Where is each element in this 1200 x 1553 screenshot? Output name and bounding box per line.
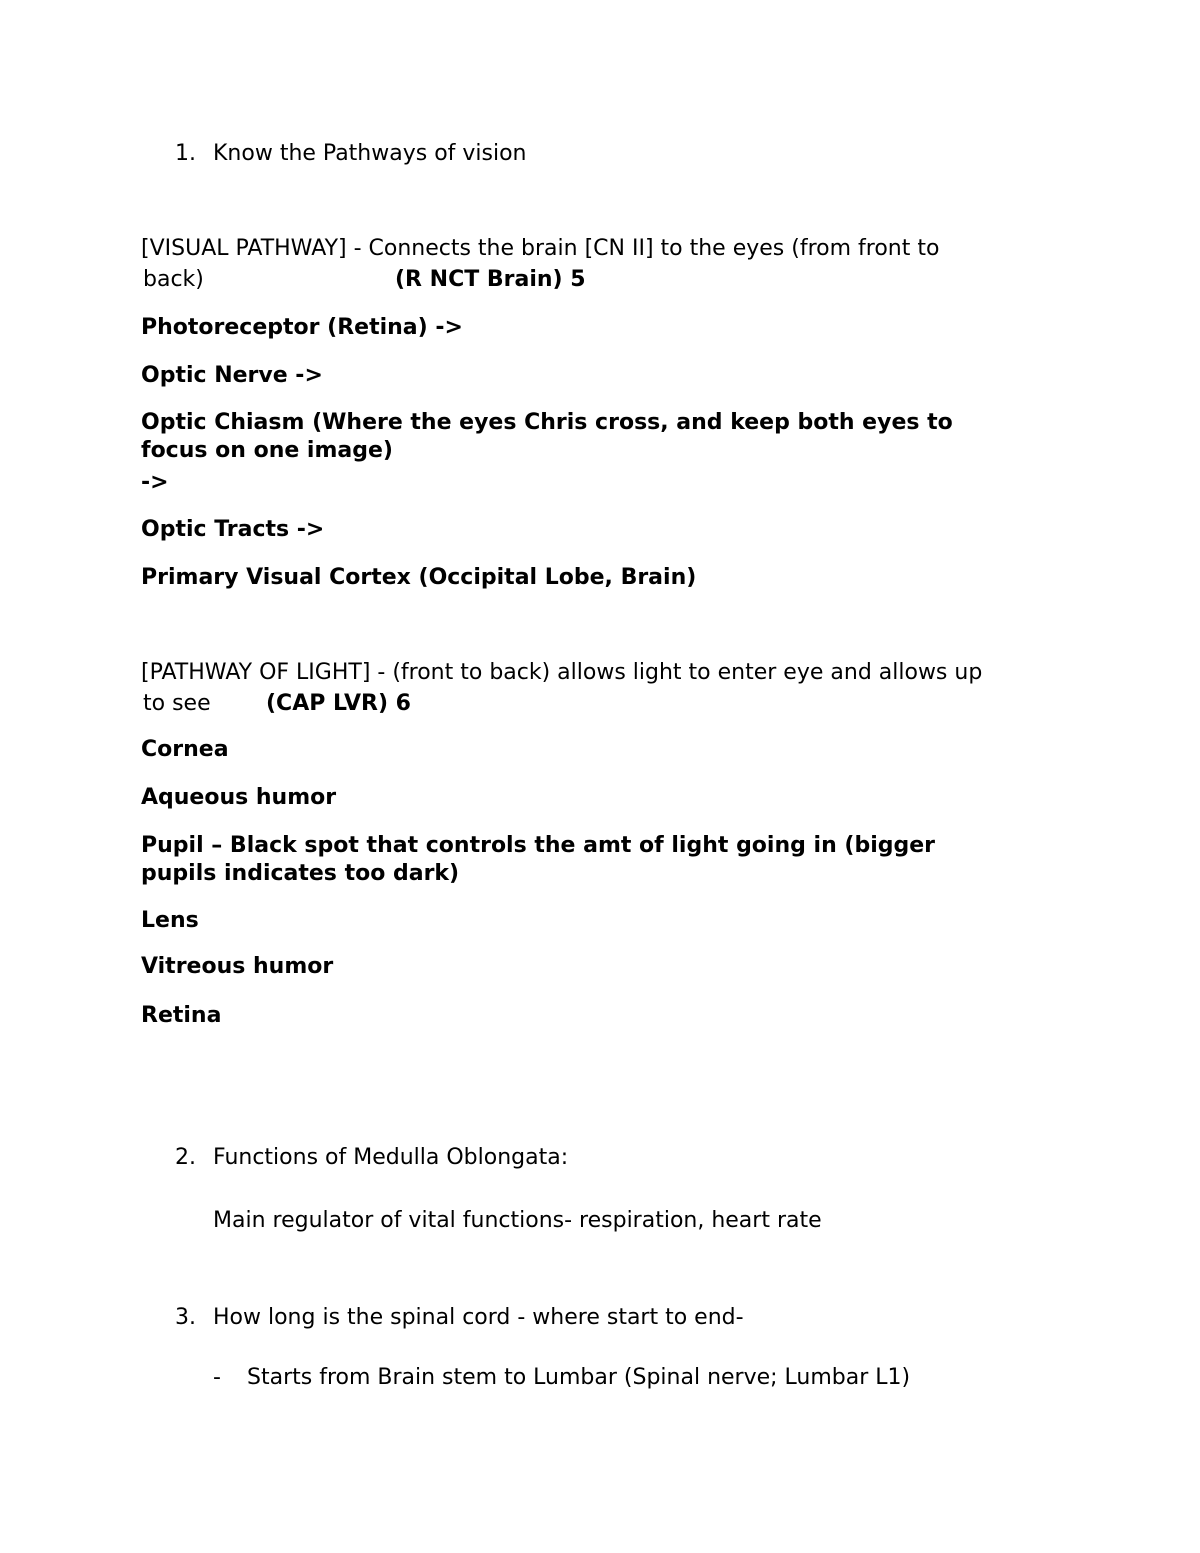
light-step-vitreous-humor: Vitreous humor	[141, 954, 334, 979]
light-step-lens: Lens	[141, 908, 199, 933]
list-number-2: 2.	[175, 1145, 196, 1170]
visual-step-photoreceptor: Photoreceptor (Retina) ->	[141, 315, 463, 340]
question-2-answer: Main regulator of vital functions- respiration, heart rate	[213, 1208, 822, 1233]
question-3-title: How long is the spinal cord - where start to end-	[213, 1305, 744, 1330]
visual-step-optic-chiasm: Optic Chiasm (Where the eyes Chris cross, and keep both eyes to	[141, 410, 953, 435]
light-step-pupil: Pupil – Black spot that controls the amt of light going in (bigger	[141, 833, 936, 858]
visual-step-optic-nerve: Optic Nerve ->	[141, 363, 323, 388]
light-pathway-heading: [PATHWAY OF LIGHT] - (front to back) allows light to enter eye and allows up	[141, 660, 983, 685]
visual-step-arrow: ->	[141, 470, 169, 495]
light-step-aqueous-humor: Aqueous humor	[141, 785, 337, 810]
visual-pathway-heading-cont: back)	[143, 267, 204, 292]
list-number-3: 3.	[175, 1305, 196, 1330]
question-1-title: Know the Pathways of vision	[213, 141, 527, 166]
question-3-answer: Starts from Brain stem to Lumbar (Spinal nerve; Lumbar L1)	[247, 1365, 911, 1390]
visual-step-optic-chiasm-cont: focus on one image)	[141, 438, 393, 463]
light-step-retina: Retina	[141, 1003, 222, 1028]
question-2-title: Functions of Medulla Oblongata:	[213, 1145, 569, 1170]
light-step-pupil-cont: pupils indicates too dark)	[141, 861, 460, 886]
list-number-1: 1.	[175, 141, 196, 166]
light-step-cornea: Cornea	[141, 737, 229, 762]
bullet-dash: -	[213, 1365, 221, 1390]
light-pathway-mnemonic: (CAP LVR) 6	[266, 691, 411, 716]
light-pathway-heading-cont: to see	[143, 691, 211, 716]
visual-pathway-heading: [VISUAL PATHWAY] - Connects the brain [CN II] to the eyes (from front to	[141, 236, 940, 261]
visual-step-visual-cortex: Primary Visual Cortex (Occipital Lobe, Brain)	[141, 565, 697, 590]
visual-step-optic-tracts: Optic Tracts ->	[141, 517, 325, 542]
visual-pathway-mnemonic: (R NCT Brain) 5	[395, 267, 586, 292]
